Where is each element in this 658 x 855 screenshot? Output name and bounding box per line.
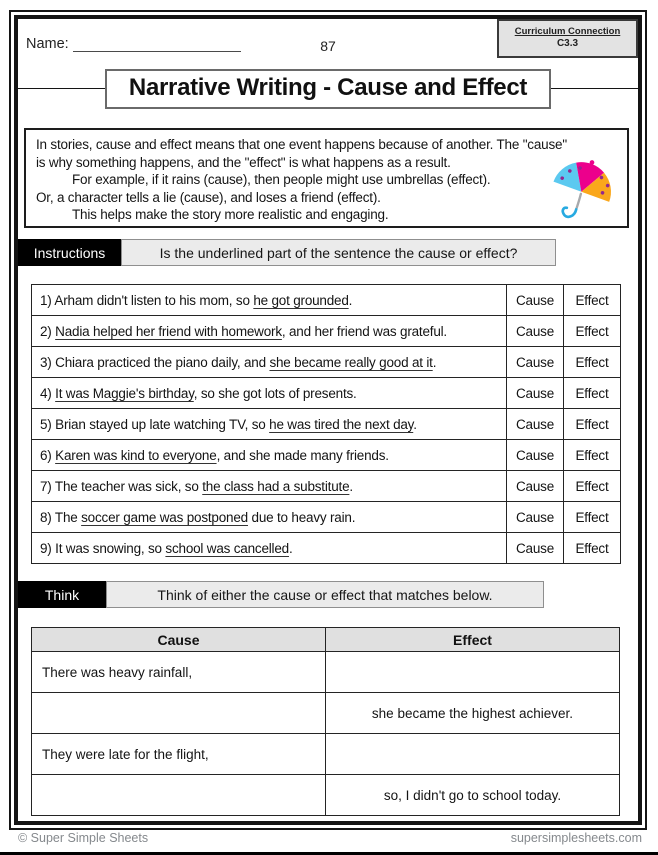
match-effect-cell: she became the highest achiever.: [326, 693, 620, 734]
intro-box: [24, 128, 629, 228]
question-sentence: 3) Chiara practiced the piano daily, and she became really good at it.: [32, 347, 507, 378]
match-cause-cell[interactable]: [32, 775, 326, 816]
intro-line: is why something happens, and the "effect" is what happens as a result.: [36, 154, 451, 170]
title-band: [18, 69, 638, 109]
cause-option[interactable]: Cause: [507, 471, 564, 502]
match-cause-cell: There was heavy rainfall,: [32, 652, 326, 693]
intro-line: In stories, cause and effect means that one event happens because of another. The "cause": [36, 137, 567, 152]
question-sentence: 6) Karen was kind to everyone, and she made many friends.: [32, 440, 507, 471]
match-header-row: [32, 628, 620, 652]
intro-line: This helps make the story more realistic and engaging.: [72, 207, 389, 223]
curriculum-connection-box: [497, 19, 638, 58]
cause-option[interactable]: Cause: [507, 347, 564, 378]
questions-table: [31, 284, 621, 564]
question-sentence: 1) Arham didn't listen to his mom, so he got grounded.: [32, 285, 507, 316]
think-label: Think: [18, 581, 106, 608]
match-row: [32, 652, 620, 693]
cause-option[interactable]: Cause: [507, 502, 564, 533]
match-row: [32, 693, 620, 734]
effect-option[interactable]: Effect: [564, 347, 621, 378]
match-cause-cell: They were late for the flight,: [32, 734, 326, 775]
match-header-cause: Cause: [32, 628, 326, 652]
question-sentence: 2) Nadia helped her friend with homework, and her friend was grateful.: [32, 316, 507, 347]
underlined-phrase: the class had a substitute: [202, 478, 350, 494]
underlined-phrase: soccer game was postponed: [81, 509, 248, 525]
cause-option[interactable]: Cause: [507, 316, 564, 347]
match-table: [31, 627, 620, 816]
question-sentence: 4) It was Maggie's birthday, so she got lots of presents.: [32, 378, 507, 409]
page-footer: [18, 831, 642, 845]
match-row: [32, 775, 620, 816]
match-effect-cell: so, I didn't go to school today.: [326, 775, 620, 816]
instructions-text: Is the underlined part of the sentence the cause or effect?: [121, 239, 556, 266]
underlined-phrase: he got grounded: [253, 292, 349, 308]
underlined-phrase: school was cancelled: [165, 540, 289, 556]
match-header-effect: Effect: [326, 628, 620, 652]
underlined-phrase: Karen was kind to everyone: [55, 447, 217, 463]
effect-option[interactable]: Effect: [564, 378, 621, 409]
question-row: [32, 471, 621, 502]
worksheet-content: [18, 19, 638, 821]
match-effect-cell[interactable]: [326, 652, 620, 693]
curriculum-connection-title: Curriculum Connection: [514, 26, 621, 38]
underlined-phrase: Nadia helped her friend with homework: [55, 323, 282, 339]
header-row: [18, 19, 638, 69]
curriculum-connection-code: C3.3: [556, 38, 579, 50]
effect-option[interactable]: Effect: [564, 440, 621, 471]
cause-option[interactable]: Cause: [507, 409, 564, 440]
question-sentence: 5) Brian stayed up late watching TV, so he was tired the next day.: [32, 409, 507, 440]
match-effect-cell[interactable]: [326, 734, 620, 775]
question-sentence: 7) The teacher was sick, so the class had a substitute.: [32, 471, 507, 502]
effect-option[interactable]: Effect: [564, 471, 621, 502]
instructions-label: Instructions: [18, 239, 121, 266]
question-row: [32, 285, 621, 316]
question-row: [32, 502, 621, 533]
footer-website: supersimplesheets.com: [510, 831, 642, 845]
question-row: [32, 347, 621, 378]
instructions-bar: [18, 239, 638, 266]
cause-option[interactable]: Cause: [507, 533, 564, 564]
footer-copyright: © Super Simple Sheets: [18, 831, 149, 845]
effect-option[interactable]: Effect: [564, 533, 621, 564]
question-row: [32, 316, 621, 347]
page-title: Narrative Writing - Cause and Effect: [105, 69, 551, 109]
match-row: [32, 734, 620, 775]
question-sentence: 9) It was snowing, so school was cancelled.: [32, 533, 507, 564]
think-text: Think of either the cause or effect that matches below.: [106, 581, 544, 608]
effect-option[interactable]: Effect: [564, 285, 621, 316]
cause-option[interactable]: Cause: [507, 440, 564, 471]
underlined-phrase: he was tired the next day: [269, 416, 414, 432]
page-number: 87: [320, 38, 336, 54]
effect-option[interactable]: Effect: [564, 502, 621, 533]
umbrella-icon: [545, 146, 623, 226]
question-sentence: 8) The soccer game was postponed due to heavy rain.: [32, 502, 507, 533]
effect-option[interactable]: Effect: [564, 409, 621, 440]
underlined-phrase: It was Maggie's birthday: [55, 385, 194, 401]
match-cause-cell[interactable]: [32, 693, 326, 734]
cause-option[interactable]: Cause: [507, 285, 564, 316]
underlined-phrase: she became really good at it: [269, 354, 433, 370]
think-bar: [18, 581, 638, 608]
question-row: [32, 533, 621, 564]
page-outer-frame: [9, 10, 647, 830]
page-inner-frame: [14, 15, 642, 825]
intro-line: Or, a character tells a lie (cause), and loses a friend (effect).: [36, 189, 381, 205]
effect-option[interactable]: Effect: [564, 316, 621, 347]
cause-option[interactable]: Cause: [507, 378, 564, 409]
question-row: [32, 378, 621, 409]
name-label: Name:: [26, 36, 69, 52]
intro-line: For example, if it rains (cause), then people might use umbrellas (effect).: [72, 172, 491, 188]
question-row: [32, 440, 621, 471]
question-row: [32, 409, 621, 440]
